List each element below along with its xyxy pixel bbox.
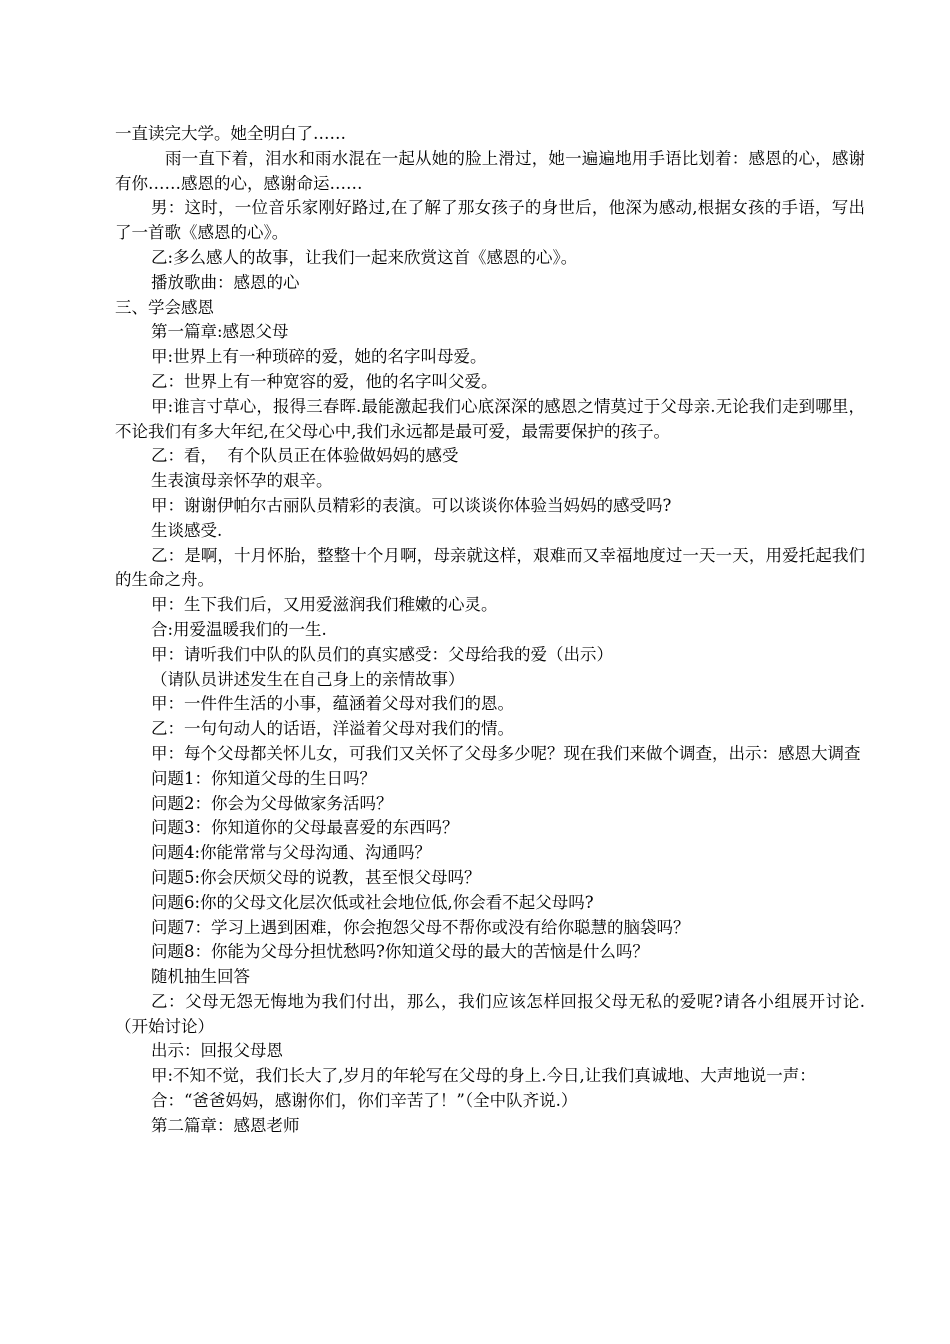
paragraph: 随机抽生回答 (151, 967, 250, 987)
paragraph: 乙：一句句动人的话语，洋溢着父母对我们的情。 (151, 719, 514, 739)
survey-question: 问题7：学习上遇到困难，你会抱怨父母不帮你或没有给你聪慧的脑袋吗？ (151, 917, 690, 937)
paragraph: 甲：一件件生活的小事，蕴涵着父母对我们的恩。 (151, 694, 514, 714)
paragraph: 甲:谁言寸草心，报得三春晖.最能激起我们心底深深的感恩之情莫过于父母亲.无论我们走到哪里，不论我们有多大年纪,在父母心中,我们永远都是最可爱，最需要保护的孩子。 (115, 396, 865, 441)
paragraph: 合：“爸爸妈妈，感谢你们，你们辛苦了！”（全中队齐说.） (151, 1091, 578, 1111)
survey-question: 问题1：你知道父母的生日吗？ (151, 768, 376, 788)
survey-question: 问题6:你的父母文化层次低或社会地位低,你会看不起父母吗? (151, 892, 594, 912)
paragraph: 乙：是啊，十月怀胎，整整十个月啊，母亲就这样，艰难而又幸福地度过一天一天，用爱托起我们的生命之舟。 (115, 545, 865, 590)
chapter-heading: 第一篇章:感恩父母 (151, 322, 289, 342)
paragraph: 甲:世界上有一种琐碎的爱，她的名字叫母爱。 (151, 347, 487, 367)
paragraph: 乙：看， 有个队员正在体验做妈妈的感受 (151, 446, 459, 466)
survey-question: 问题8：你能为父母分担忧愁吗?你知道父母的最大的苦恼是什么吗？ (151, 942, 649, 962)
section-heading: 三、学会感恩 (115, 297, 214, 317)
paragraph: 出示：回报父母恩 (151, 1041, 283, 1061)
paragraph: 甲：请听我们中队的队员们的真实感受：父母给我的爱（出示） (151, 644, 613, 664)
paragraph: 乙：世界上有一种宽容的爱，他的名字叫父爱。 (151, 371, 498, 391)
paragraph: 甲：谢谢伊帕尔古丽队员精彩的表演。可以谈谈你体验当妈妈的感受吗? (151, 495, 672, 515)
paragraph: 生表演母亲怀孕的艰辛。 (151, 471, 333, 491)
paragraph: 甲：生下我们后，又用爱滋润我们稚嫩的心灵。 (151, 595, 498, 615)
paragraph: 甲：每个父母都关怀儿女，可我们又关怀了父母多少呢？现在我们来做个调查，出示：感恩大调查 (151, 743, 861, 763)
paragraph: 播放歌曲：感恩的心 (151, 272, 300, 292)
document-body (115, 122, 865, 1139)
paragraph: 乙:多么感人的故事，让我们一起来欣赏这首《感恩的心》。 (151, 247, 578, 267)
paragraph: （请队员讲述发生在自己身上的亲情故事） (151, 669, 465, 689)
chapter-heading: 第二篇章：感恩老师 (151, 1115, 300, 1135)
paragraph: 乙：父母无怨无悔地为我们付出，那么，我们应该怎样回报父母无私的爱呢?请各小组展开讨论.（开始讨论） (115, 991, 865, 1036)
survey-question: 问题2：你会为父母做家务活吗？ (151, 793, 393, 813)
survey-question: 问题5:你会厌烦父母的说教，甚至恨父母吗？ (151, 867, 481, 887)
paragraph: 男：这时，一位音乐家刚好路过,在了解了那女孩子的身世后，他深为感动,根据女孩的手语，写出了一首歌《感恩的心》。 (115, 198, 865, 243)
survey-question: 问题4:你能常常与父母沟通、沟通吗？ (151, 843, 432, 863)
survey-question: 问题3：你知道你的父母最喜爱的东西吗？ (151, 818, 459, 838)
paragraph: 一直读完大学。她全明白了…… (115, 124, 346, 143)
paragraph: 生谈感受. (151, 520, 223, 540)
paragraph: 甲:不知不觉，我们长大了,岁月的年轮写在父母的身上.今日,让我们真诚地、大声地说一声： (151, 1066, 816, 1086)
paragraph: 雨一直下着，泪水和雨水混在一起从她的脸上滑过，她一遍遍地用手语比划着：感恩的心，感谢有你……感恩的心，感谢命运…… (115, 148, 865, 193)
paragraph: 合:用爱温暖我们的一生. (151, 619, 327, 639)
